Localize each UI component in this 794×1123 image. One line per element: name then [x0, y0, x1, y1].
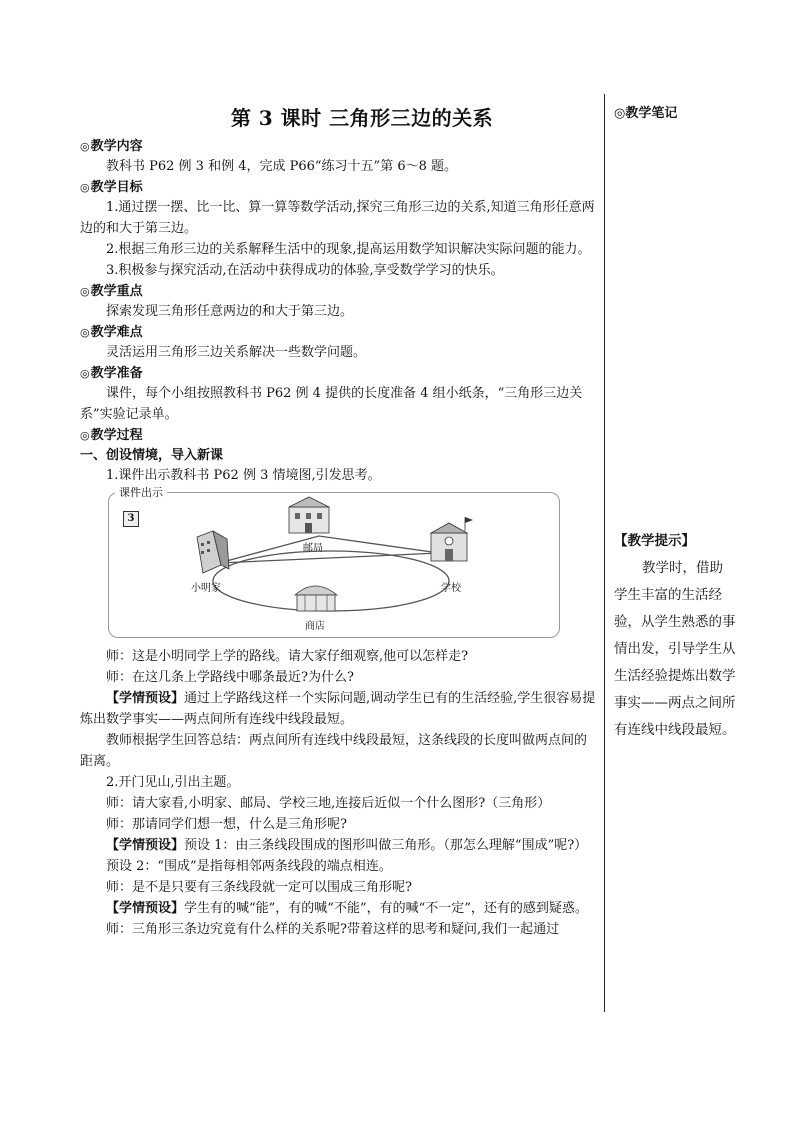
school-icon — [431, 517, 473, 561]
label-home: 小明家 — [191, 583, 221, 594]
keypoint-text: 探索发现三角形任意两边的和大于第三边。 — [106, 304, 354, 319]
paragraph: 师：是不是只要有三条线段就一定可以围成三角形呢? — [106, 880, 412, 895]
bullet-icon: ◎ — [80, 140, 90, 153]
section-heading-process: ◎教学过程 — [80, 428, 143, 443]
paragraph: 师：在这几条上学路线中哪条最近?为什么? — [106, 670, 354, 685]
label-shop: 商店 — [305, 621, 325, 632]
tip-title: 【教学提示】 — [614, 533, 695, 549]
difficulty-text: 灵活运用三角形三边关系解决一些数学问题。 — [106, 345, 367, 360]
paragraph: 教师根据学生回答总结：两点间所有连线中线段最短，这条线段的长度叫做两点间的距离。 — [80, 733, 588, 769]
courseware-figure — [108, 486, 560, 638]
label-post: 邮局 — [303, 543, 323, 554]
example-badge: 3 — [123, 511, 139, 527]
shop-icon — [295, 586, 337, 611]
dialogue-block — [80, 646, 596, 940]
section-heading-difficulty: ◎教学难点 — [80, 325, 143, 340]
section-heading-preparation: ◎教学准备 — [80, 366, 143, 381]
bullet-icon: ◎ — [80, 326, 90, 339]
bullet-icon: ◎ — [80, 367, 90, 380]
section-heading-keypoint: ◎教学重点 — [80, 284, 143, 299]
post-office-icon — [289, 497, 329, 533]
route-map-illustration — [109, 493, 559, 637]
paragraph: 预设 2：“围成”是指每相邻两条线段的端点相连。 — [106, 859, 392, 874]
paragraph: 师：请大家看,小明家、邮局、学校三地,连接后近似一个什么图形?（三角形） — [106, 796, 551, 811]
bullet-icon: ◎ — [80, 181, 90, 194]
goal-item: 3.积极参与探究活动,在活动中获得成功的体验,享受数学学习的快乐。 — [106, 263, 504, 278]
paragraph: 2.开门见山,引出主题。 — [106, 775, 240, 790]
notes-column — [614, 102, 734, 121]
bullet-icon: ◎ — [80, 285, 90, 298]
part1-step1: 1.课件出示教科书 P62 例 3 情境图,引发思考。 — [106, 468, 381, 483]
paragraph: 师：那请同学们想一想，什么是三角形呢? — [106, 817, 347, 832]
paragraph: 【学情预设】学生有的喊“能”，有的喊“不能”，有的喊“不一定”，还有的感到疑惑。 — [106, 901, 588, 916]
section-heading-content: ◎教学内容 — [80, 139, 143, 154]
bullet-icon: ◎ — [80, 429, 90, 442]
paragraph: 师：三角形三条边究竟有什么样的关系呢?带着这样的思考和疑问,我们一起通过 — [106, 922, 560, 937]
notes-heading: ◎教学笔记 — [614, 106, 678, 121]
column-divider — [604, 94, 605, 1012]
lesson-title: 第 3 课时 三角形三边的关系 — [230, 106, 494, 130]
tip-text: 教学时，借助学生丰富的生活经验，从学生熟悉的事情出发，引导学生从生活经验提炼出数学事实——两点之间所有连线中线段最短。 — [614, 560, 736, 738]
section-heading-goals: ◎教学目标 — [80, 180, 143, 195]
goal-item: 1.通过摆一摆、比一比、算一算等数学活动,探究三角形三边的关系,知道三角形任意两边的和大于第三边。 — [80, 200, 595, 236]
home-building-icon — [197, 531, 229, 573]
goal-item: 2.根据三角形三边的关系解释生活中的现象,提高运用数学知识解决实际问题的能力。 — [106, 242, 591, 257]
paragraph: 【学情预设】预设 1：由三条线段围成的图形叫做三角形。（那怎么理解“围成”呢?） — [106, 838, 588, 853]
figure-tag: 课件出示 — [115, 484, 167, 500]
main-column — [80, 102, 596, 940]
teaching-tip — [614, 528, 736, 744]
part1-heading: 一、创设情境，导入新课 — [80, 448, 224, 463]
preparation-text: 课件，每个小组按照教科书 P62 例 4 提供的长度准备 4 组小纸条，“三角形三边关系”实验记录单。 — [80, 386, 583, 422]
paragraph: 【学情预设】通过上学路线这样一个实际问题,调动学生已有的生活经验,学生很容易提炼出数学事实——两点间所有连线中线段最短。 — [80, 691, 596, 727]
paragraph: 师：这是小明同学上学的路线。请大家仔细观察,他可以怎样走? — [106, 649, 469, 664]
label-school: 学校 — [441, 583, 461, 594]
content-text: 教科书 P62 例 3 和例 4，完成 P66“练习十五”第 6～8 题。 — [106, 159, 458, 174]
